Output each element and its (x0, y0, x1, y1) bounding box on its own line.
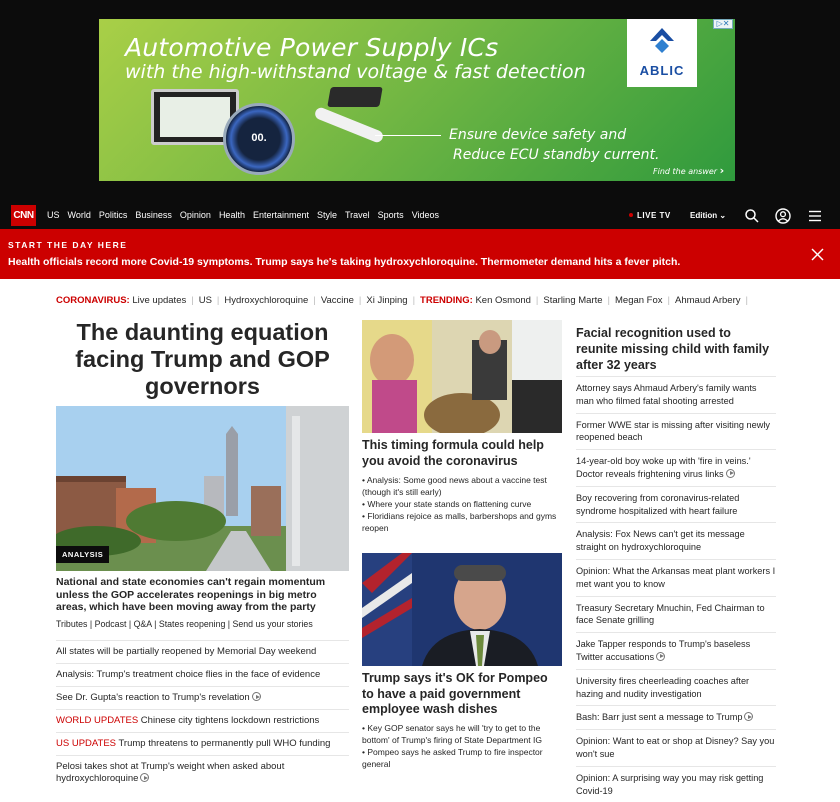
bullet-link[interactable]: • Where your state stands on flattening curve (362, 499, 532, 509)
nav-link-travel[interactable]: Travel (345, 210, 370, 220)
cnn-logo[interactable]: CNN (11, 205, 36, 226)
nav-link-style[interactable]: Style (316, 210, 337, 220)
list-item[interactable] (56, 686, 349, 709)
barbershop-image (362, 320, 562, 433)
lead-headline[interactable]: The daunting equation facing Trump and GOP governors (75, 319, 330, 399)
headline-list (576, 376, 776, 802)
ad-chip-image (327, 87, 383, 107)
list-item[interactable] (576, 705, 776, 729)
story-headline-timing[interactable]: This timing formula could help you avoid the coronavirus (362, 438, 544, 468)
list-item-text: Bash: Barr just sent a message to Trump (576, 712, 743, 723)
story-photo-barbershop[interactable] (362, 320, 562, 433)
list-item-text: All states will be partially reopened by Memorial Day weekend (56, 646, 317, 657)
ad-choices-icon[interactable]: ▷✕ (713, 19, 733, 29)
list-item[interactable] (56, 709, 349, 732)
list-item-text: Pelosi takes shot at Trump's weight when asked about hydroxychloroquine (56, 761, 285, 784)
search-icon[interactable] (744, 208, 760, 224)
trend-link-us[interactable]: US (198, 295, 212, 306)
list-item[interactable]: Treasury Secretary Mnuchin, Fed Chairman to face Senate grilling (576, 596, 776, 633)
chevron-down-icon: ⌄ (719, 211, 727, 220)
list-item-text: See Dr. Gupta's reaction to Trump's revelation (56, 692, 250, 703)
list-item-tag: WORLD UPDATES (56, 715, 139, 726)
bullet-link[interactable]: • Key GOP senator says he will 'try to get to the bottom' of Trump's firing of State Department IG (362, 723, 542, 745)
ad-divider (375, 135, 441, 136)
bullet-link[interactable]: • Pompeo says he asked Trump to fire inspector general (362, 747, 543, 769)
video-play-icon (656, 652, 665, 661)
start-the-day-banner[interactable] (0, 229, 840, 279)
trend-link-starling-marte[interactable]: Starling Marte (543, 295, 603, 306)
video-play-icon (726, 469, 735, 478)
nav-link-videos[interactable]: Videos (411, 210, 440, 220)
list-item[interactable] (576, 449, 776, 486)
banner-message[interactable]: Health officials record more Covid-19 symptoms. Trump says he's taking hydroxychloroquine. Thermometer demand hits a fever pitch. (8, 256, 681, 268)
list-item[interactable]: Opinion: Want to eat or shop at Disney? Say you won't sue (576, 729, 776, 766)
lead-subheadline[interactable]: National and state economies can't regain momentum unless the GOP accelerates reopenings in big metro areas, which have been moving away from the party (56, 576, 326, 613)
trending-bar: CORONAVIRUS: Live updates | US | Hydroxychloroquine | Vaccine | Xi Jinping | TRENDING: Ken Osmond | Starling Marte | Megan Fox | Ahmaud Arbery | (56, 295, 748, 306)
list-item[interactable]: Analysis: Fox News can't get its message straight on hydroxychloroquine (576, 522, 776, 559)
bullet-link[interactable]: • Analysis: Some good news about a vaccine test (though it's still early) (362, 475, 547, 497)
list-item-tag: US UPDATES (56, 738, 117, 749)
ad-logo-text: ABLIC (639, 63, 685, 78)
bullet-link[interactable]: • Floridians rejoice as malls, barbershops and gyms reopen (362, 511, 557, 533)
trend-link-megan-fox[interactable]: Megan Fox (615, 295, 663, 306)
ad-subheadline: with the high-withstand voltage & fast detection (125, 61, 586, 83)
trend-link-ken-osmond[interactable]: Ken Osmond (475, 295, 531, 306)
nav-link-world[interactable]: World (67, 210, 91, 220)
story-headline-pompeo[interactable]: Trump says it's OK for Pompeo to have a paid government employee wash dishes (362, 671, 548, 716)
list-item[interactable]: Former WWE star is missing after visiting newly reopened beach (576, 413, 776, 450)
list-item-text: Jake Tapper responds to Trump's baseless Twitter accusations (576, 639, 751, 662)
nav-link-politics[interactable]: Politics (98, 210, 128, 220)
list-item[interactable] (56, 663, 349, 686)
story-bullets-timing (362, 474, 562, 534)
list-item[interactable]: Opinion: What the Arkansas meat plant workers I met want you to know (576, 559, 776, 596)
list-item[interactable]: Attorney says Ahmaud Arbery's family wants man who filmed fatal shooting arrested (576, 376, 776, 413)
banner-kicker: START THE DAY HERE (8, 240, 128, 250)
edition-label: Edition (690, 211, 718, 220)
trend-link-ahmaud-arbery[interactable]: Ahmaud Arbery (675, 295, 741, 306)
ad-logo (627, 19, 697, 87)
list-item-text: Analysis: Trump's treatment choice flies in the face of evidence (56, 669, 321, 680)
nav-links (47, 210, 447, 220)
trend-link-xi-jinping[interactable]: Xi Jinping (366, 295, 408, 306)
story-headline-facial-recognition[interactable]: Facial recognition used to reunite missing child with family after 32 years (576, 326, 770, 372)
list-item[interactable]: Opinion: A surprising way you may risk getting Covid-19 (576, 766, 776, 802)
nav-link-entertainment[interactable]: Entertainment (252, 210, 309, 220)
analysis-badge: ANALYSIS (56, 546, 109, 563)
edition-menu[interactable] (690, 211, 726, 220)
lead-related-links[interactable]: Tributes | Podcast | Q&A | States reopening | Send us your stories (56, 619, 313, 629)
list-item-text: Trump threatens to permanently pull WHO funding (116, 738, 331, 749)
nav-link-opinion[interactable]: Opinion (179, 210, 211, 220)
ablic-logo-icon (649, 27, 675, 53)
advertisement[interactable] (99, 19, 735, 181)
trend-link-hydroxychloroquine[interactable]: Hydroxychloroquine (224, 295, 309, 306)
nav-link-sports[interactable]: Sports (377, 210, 404, 220)
list-item-text: Chinese city tightens lockdown restrictions (138, 715, 320, 726)
menu-icon[interactable] (807, 208, 823, 224)
nav-link-health[interactable]: Health (218, 210, 245, 220)
ad-cta[interactable]: Find the answer › (653, 164, 725, 177)
ad-gauge-readout: 00. (251, 132, 267, 144)
list-item[interactable] (56, 732, 349, 755)
main-nav (0, 201, 840, 229)
list-item[interactable] (56, 640, 349, 663)
coronavirus-label: CORONAVIRUS: (56, 295, 130, 306)
trend-link-live-updates[interactable]: Live updates (132, 295, 187, 306)
live-tv-label: LIVE TV (637, 211, 671, 220)
close-icon[interactable] (811, 248, 824, 261)
nav-link-us[interactable]: US (47, 210, 60, 220)
list-item[interactable]: Boy recovering from coronavirus-related syndrome hospitalized with heart failure (576, 486, 776, 523)
video-play-icon (252, 692, 261, 701)
ad-tagline-1: Ensure device safety and (449, 127, 627, 143)
account-icon[interactable] (775, 208, 791, 224)
ad-cta-label: Find the answer (653, 167, 718, 176)
story-bullets-pompeo (362, 722, 562, 770)
ad-tagline-2: Reduce ECU standby current. (453, 147, 660, 163)
ad-gauge-image (223, 103, 295, 175)
trending-label: TRENDING: (420, 295, 473, 306)
list-item-text: 14-year-old boy woke up with 'fire in veins.' Doctor reveals frightening virus links (576, 456, 751, 479)
ad-tool-image (313, 106, 384, 144)
lead-story-list (56, 640, 349, 790)
list-item[interactable]: University fires cheerleading coaches after hazing and nudity investigation (576, 669, 776, 706)
ad-headline: Automotive Power Supply ICs (125, 33, 499, 62)
pompeo-image (362, 553, 562, 666)
live-tv-link[interactable] (629, 211, 671, 220)
list-item[interactable] (56, 755, 349, 790)
list-item[interactable] (576, 632, 776, 669)
story-photo-pompeo[interactable] (362, 553, 562, 666)
trend-link-vaccine[interactable]: Vaccine (320, 295, 354, 306)
nav-link-business[interactable]: Business (135, 210, 172, 220)
video-play-icon (140, 773, 149, 782)
video-play-icon (744, 712, 753, 721)
live-dot-icon (629, 213, 633, 217)
